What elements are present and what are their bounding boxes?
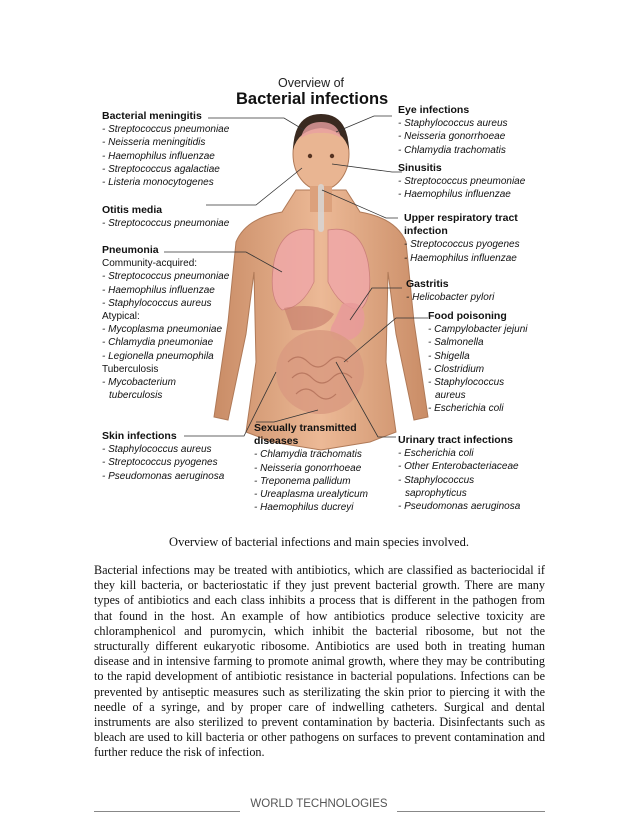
otitis-heading: Otitis media <box>102 204 163 216</box>
pneumonia-item: - Haemophilus influenzae <box>102 284 215 296</box>
eye-item: - Staphylococcus aureus <box>398 118 508 130</box>
pneumonia-heading: Pneumonia <box>102 244 159 256</box>
meningitis-item: - Listeria monocytogenes <box>102 177 214 189</box>
eye-group <box>398 104 508 157</box>
meningitis-item: - Streptococcus agalactiae <box>102 163 220 175</box>
food-poisoning-item: - Campylobacter jejuni <box>428 324 528 336</box>
eye-left <box>308 154 312 158</box>
upper-respiratory-group <box>404 212 520 265</box>
food-poisoning-item: - Staphylococcus <box>428 377 505 389</box>
food-poisoning-group <box>428 310 528 416</box>
pneumonia-item: - Staphylococcus aureus <box>102 297 212 309</box>
urinary-item: - Other Enterobacteriaceae <box>398 461 519 473</box>
std-group <box>254 422 368 514</box>
footer-text: WORLD TECHNOLOGIES <box>250 798 388 810</box>
pneumonia-tb-label: Tuberculosis <box>102 363 159 375</box>
food-poisoning-item: aureus <box>435 390 466 402</box>
gastritis-heading: Gastritis <box>406 278 449 290</box>
figure-title: Bacterial infections <box>236 90 389 108</box>
eye-heading: Eye infections <box>398 104 470 116</box>
eye-item: - Chlamydia trachomatis <box>398 144 506 156</box>
figure-caption: Overview of bacterial infections and main species involved. <box>169 535 469 549</box>
urinary-item: saprophyticus <box>405 487 467 499</box>
std-item: - Treponema pallidum <box>254 475 351 487</box>
page-footer <box>94 798 545 814</box>
std-item: - Ureaplasma urealyticum <box>254 489 368 501</box>
footer-rule-right <box>397 811 545 812</box>
food-poisoning-item: - Shigella <box>428 350 470 362</box>
sinusitis-item: - Streptococcus pneumoniae <box>398 176 526 188</box>
meningitis-item: - Neisseria meningitidis <box>102 137 206 149</box>
pneumonia-item: - Chlamydia pneumoniae <box>102 337 214 349</box>
meningitis-heading: Bacterial meningitis <box>102 110 202 122</box>
pneumonia-atypical-label: Atypical: <box>102 311 140 323</box>
eye-right <box>330 154 334 158</box>
skin-item: - Staphylococcus aureus <box>102 444 212 456</box>
urinary-heading: Urinary tract infections <box>398 434 513 446</box>
sinusitis-group <box>398 162 525 202</box>
gastritis-item: - Helicobacter pylori <box>406 292 495 304</box>
food-poisoning-item: - Clostridium <box>428 363 485 375</box>
std-item: - Neisseria gonorrhoeae <box>254 462 362 474</box>
upper-respiratory-heading-1: Upper respiratory tract <box>404 212 518 224</box>
eye-item: - Neisseria gonorrhoeae <box>398 131 506 143</box>
std-heading-1: Sexually transmitted <box>254 422 357 434</box>
footer-rule-left <box>94 811 240 812</box>
std-item: - Haemophilus ducreyi <box>254 502 354 514</box>
std-heading-2: diseases <box>254 435 299 448</box>
pneumonia-item: - Streptococcus pneumoniae <box>102 271 230 283</box>
urinary-item: - Pseudomonas aeruginosa <box>398 501 521 513</box>
pneumonia-item: tuberculosis <box>109 390 163 402</box>
meningitis-item: - Streptococcus pneumoniae <box>102 124 230 136</box>
skin-heading: Skin infections <box>102 430 177 442</box>
urinary-item: - Escherichia coli <box>398 448 474 460</box>
pneumonia-item: - Legionella pneumophila <box>102 350 214 362</box>
sinusitis-heading: Sinusitis <box>398 162 442 174</box>
skin-group <box>102 430 224 483</box>
skin-item: - Streptococcus pyogenes <box>102 457 218 469</box>
sinusitis-item: - Haemophilus influenzae <box>398 189 511 201</box>
skin-item: - Pseudomonas aeruginosa <box>102 470 225 482</box>
urinary-group <box>398 434 520 513</box>
urinary-item: - Staphylococcus <box>398 474 475 486</box>
food-poisoning-item: - Escherichia coli <box>428 403 504 415</box>
otitis-item: - Streptococcus pneumoniae <box>102 218 230 230</box>
pneumonia-group <box>102 244 229 402</box>
upper-respiratory-item: - Streptococcus pyogenes <box>404 239 520 251</box>
gastritis-group <box>406 278 494 304</box>
body-paragraph: Bacterial infections may be treated with antibiotics, which are classified as bacteriocidal if they kill bacteria, or bacteriostatic if they just prevent bacterial growth. There are many types of antibiotics and each class inhibits a process that is different in the pathogen from that found in the host. An example of how antibiotics produce selective toxicity are chloramphenicol and puromycin, which inhibit the bacterial ribosome, but not the structurally different eukaryotic ribosome. Antibiotics are used both in treating human disease and in intensive farming to promote animal growth, where they may be contributing to the rapid development of antibiotic resistance in bacterial populations. Infections can be prevented by antiseptic measures such as sterilizating the skin prior to piercing it with the needle of a syringe, and by proper care of indwelling catheters. Surgical and dental instruments are also sterilized to prevent contamination by bacteria. Disinfectants such as bleach are used to kill bacteria or other pathogens on surfaces to prevent contamination and further reduce the risk of infection. <box>94 563 545 760</box>
upper-respiratory-heading-2: infection <box>404 225 448 238</box>
pneumonia-community-label: Community-acquired: <box>102 258 198 270</box>
bacterial-infections-figure <box>96 72 546 522</box>
std-item: - Chlamydia trachomatis <box>254 449 362 461</box>
meningitis-item: - Haemophilus influenzae <box>102 150 215 162</box>
otitis-group <box>102 204 229 230</box>
pneumonia-item: - Mycoplasma pneumoniae <box>102 324 223 336</box>
food-poisoning-item: - Salmonella <box>428 337 484 349</box>
intestines <box>276 330 364 414</box>
upper-respiratory-item: - Haemophilus influenzae <box>404 252 517 264</box>
trachea <box>318 184 324 232</box>
pneumonia-item: - Mycobacterium <box>102 377 176 389</box>
meningitis-group <box>102 110 229 189</box>
figure-pre-title: Overview of <box>278 76 344 90</box>
food-poisoning-heading: Food poisoning <box>428 310 507 322</box>
